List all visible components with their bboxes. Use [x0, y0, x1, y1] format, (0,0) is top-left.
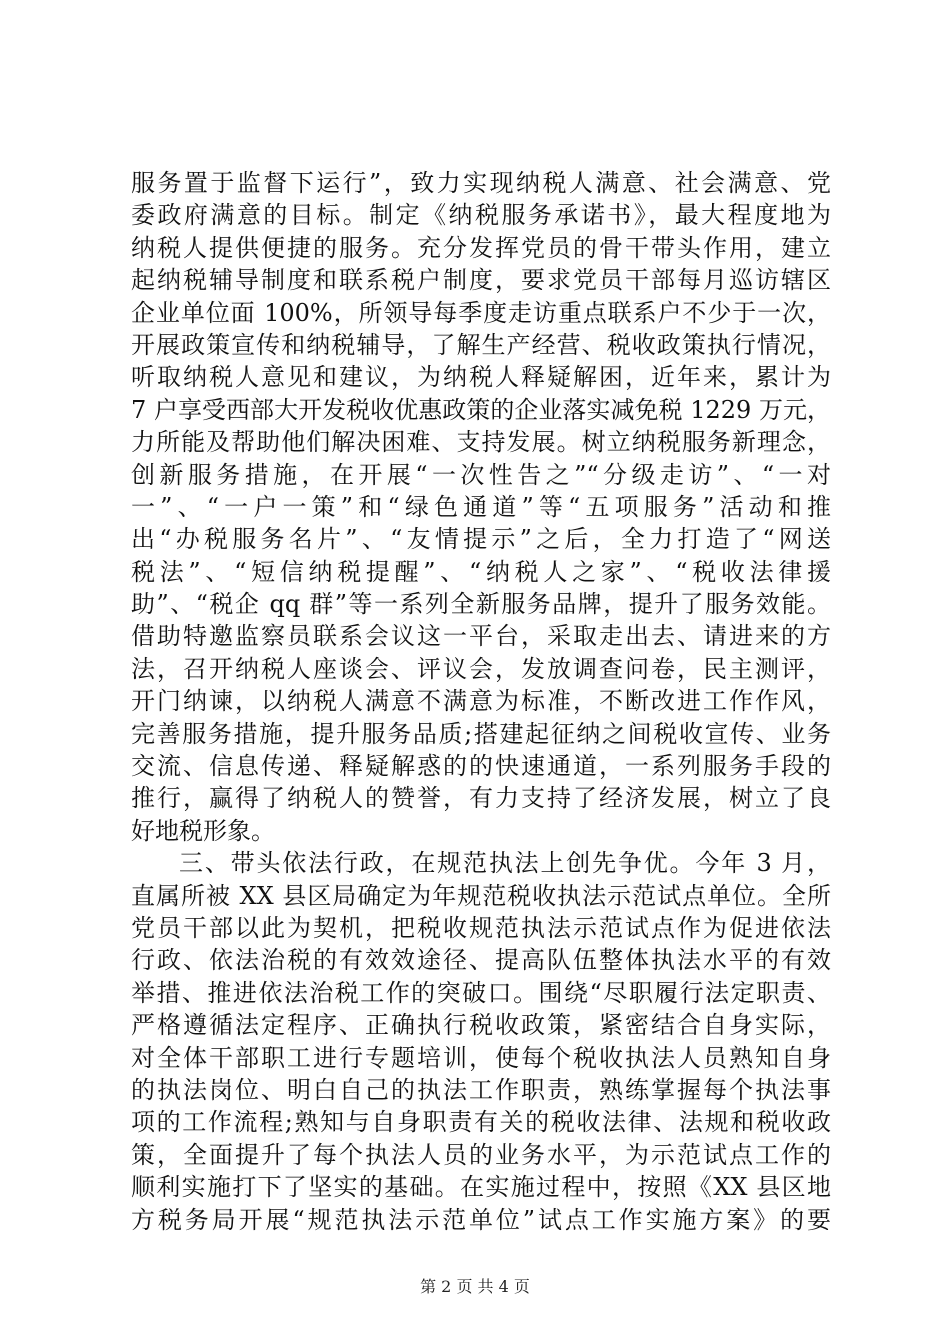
text-line-8: 7 户享受西部大开发税收优惠政策的企业落实减免税 1229 万元，: [131, 395, 831, 424]
text-line-21: 好地税形象。: [131, 816, 275, 845]
text-line-30: 项的工作流程;熟知与自身职责有关的税收法律、法规和税收政: [131, 1108, 831, 1137]
text-line-31: 策，全面提升了每个执法人员的业务水平，为示范试点工作的: [131, 1140, 831, 1169]
text-line-1: 服务置于监督下运行”，致力实现纳税人满意、社会满意、党: [131, 169, 831, 197]
text-line-15: 借助特邀监察员联系会议这一平台，采取走出去、请进来的方: [131, 622, 831, 651]
text-line-25: 行政、依法治税的有效效途径、提高队伍整体执法水平的有效: [131, 946, 831, 975]
text-line-23: 直属所被 XX 县区局确定为年规范税收执法示范试点单位。全所: [131, 881, 831, 910]
text-line-4: 起纳税辅导制度和联系税户制度，要求党员干部每月巡访辖区: [131, 266, 831, 295]
text-line-22: 三、带头依法行政，在规范执法上创先争优。今年 3 月，: [179, 849, 831, 878]
text-line-27: 严格遵循法定程序、正确执行税收政策，紧密结合自身实际，: [131, 1011, 831, 1040]
text-line-29: 的执法岗位、明白自己的执法工作职责，熟练掌握每个执法事: [131, 1075, 831, 1104]
text-line-33: 方税务局开展“规范执法示范单位”试点工作实施方案》的要: [131, 1205, 831, 1234]
text-line-10: 创新服务措施，在开展“一次性告之”“分级走访”、“一对: [131, 460, 831, 489]
text-line-16: 法，召开纳税人座谈会、评议会，发放调查问卷，民主测评，: [131, 654, 831, 683]
text-line-32: 顺利实施打下了坚实的基础。在实施过程中，按照《XX 县区地: [131, 1173, 831, 1202]
text-line-3: 纳税人提供便捷的服务。充分发挥党员的骨干带头作用，建立: [131, 233, 831, 262]
text-line-7: 听取纳税人意见和建议，为纳税人释疑解困，近年来，累计为: [131, 363, 831, 392]
text-line-28: 对全体干部职工进行专题培训，使每个税收执法人员熟知自身: [131, 1043, 831, 1072]
text-line-9: 力所能及帮助他们解决困难、支持发展。树立纳税服务新理念，: [131, 428, 831, 457]
text-line-14: 助”、“税企 qq 群”等一系列全新服务品牌，提升了服务效能。: [131, 590, 831, 619]
page-number-footer: 第 2 页 共 4 页: [420, 1277, 530, 1296]
text-line-2: 委政府满意的目标。制定《纳税服务承诺书》，最大程度地为: [131, 201, 831, 230]
text-line-5: 企业单位面 100%，所领导每季度走访重点联系户不少于一次，: [131, 298, 831, 327]
text-line-26: 举措、推进依法治税工作的突破口。围绕“尽职履行法定职责、: [131, 978, 831, 1007]
text-line-19: 交流、信息传递、释疑解惑的的快速通道，一系列服务手段的: [131, 752, 831, 781]
text-line-20: 推行，赢得了纳税人的赞誉，有力支持了经济发展，树立了良: [131, 784, 831, 813]
text-line-13: 税法”、“短信纳税提醒”、“纳税人之家”、“税收法律援: [131, 557, 831, 586]
text-line-6: 开展政策宣传和纳税辅导，了解生产经营、税收政策执行情况，: [131, 330, 831, 359]
text-line-17: 开门纳谏，以纳税人满意不满意为标准，不断改进工作作风，: [131, 687, 831, 716]
text-line-12: 出“办税服务名片”、“友情提示”之后，全力打造了“网送: [131, 525, 831, 554]
text-line-11: 一”、“一户一策”和“绿色通道”等“五项服务”活动和推: [131, 492, 831, 521]
document-body: [131, 167, 831, 1236]
text-line-24: 党员干部以此为契机，把税收规范执法示范试点作为促进依法: [131, 913, 831, 942]
text-line-18: 完善服务措施，提升服务品质;搭建起征纳之间税收宣传、业务: [131, 719, 831, 748]
